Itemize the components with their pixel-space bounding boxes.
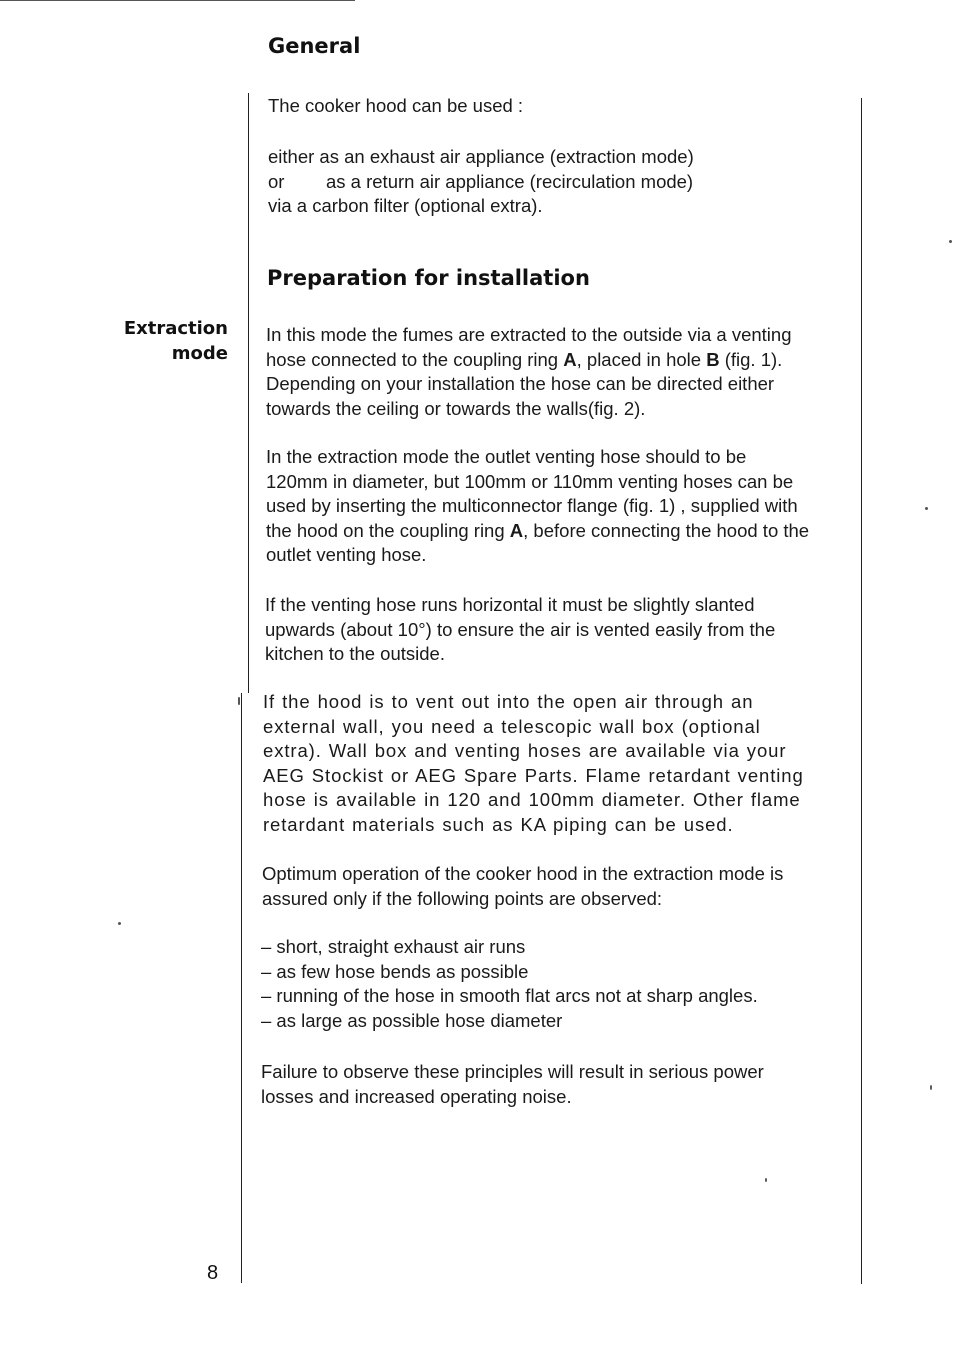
- p1-line: towards the ceiling or towards the walls(fig. 2).: [266, 397, 646, 419]
- p2-line: the hood on the coupling ring A, before connecting the hood to the: [266, 519, 810, 541]
- or-word: or: [268, 170, 285, 192]
- p4-line: hose is available in 120 and 100mm diameter. Other flame: [263, 789, 801, 810]
- list-item: – running of the hose in smooth flat arcs not at sharp angles.: [261, 985, 758, 1006]
- scan-speck: [238, 697, 240, 705]
- p4-line: extra). Wall box and venting hoses are available via your: [263, 740, 787, 761]
- scan-speck: [765, 1178, 767, 1182]
- heading-preparation: Preparation for installation: [267, 266, 590, 290]
- observation-points-list: [261, 935, 758, 1033]
- p6-line: losses and increased operating noise.: [261, 1085, 572, 1107]
- side-label-line2: mode: [171, 343, 228, 364]
- p1-line: Depending on your installation the hose can be directed either: [266, 373, 775, 394]
- p2-line: outlet venting hose.: [266, 544, 427, 565]
- p2-line: used by inserting the multiconnector flange (fig. 1) , supplied with: [266, 495, 798, 516]
- p4-line: If the hood is to vent out into the open air through an: [263, 691, 754, 712]
- scan-speck: [949, 240, 952, 243]
- extraction-paragraph-6: [261, 1060, 836, 1109]
- general-options: [268, 145, 694, 219]
- side-label-line1: Extraction: [123, 318, 228, 339]
- p3-line: upwards (about 10°) to ensure the air is vented easily from the: [265, 618, 776, 640]
- general-intro: The cooker hood can be used :: [268, 95, 524, 116]
- option2-text: as a return air appliance (recirculation mode): [326, 170, 694, 192]
- list-item: – as few hose bends as possible: [261, 960, 529, 982]
- p4-line: external wall, you need a telescopic wall box (optional: [263, 715, 761, 737]
- extraction-paragraph-3: [265, 593, 839, 667]
- p3-line: If the venting hose runs horizontal it must be slightly slanted: [265, 594, 755, 615]
- heading-general: General: [268, 34, 361, 58]
- p4-line: retardant materials such as KA piping can be used.: [263, 813, 734, 835]
- left-margin-rule-lower: [241, 693, 242, 1283]
- p4-line: AEG Stockist or AEG Spare Parts. Flame retardant venting: [263, 764, 804, 786]
- p2-line: 120mm in diameter, but 100mm or 110mm venting hoses can be: [266, 470, 794, 492]
- right-margin-rule: [861, 98, 862, 1284]
- p1-line: In this mode the fumes are extracted to the outside via a venting: [266, 324, 792, 345]
- general-option-recirculation: [268, 170, 694, 195]
- side-label-extraction-mode: [124, 316, 228, 366]
- page-number: 8: [207, 1262, 219, 1284]
- scan-speck: [930, 1085, 932, 1090]
- p6-line: Failure to observe these principles will result in serious power: [261, 1061, 764, 1082]
- top-rule: [0, 0, 355, 1]
- general-option-carbon-filter: via a carbon filter (optional extra).: [268, 195, 543, 216]
- p5-line: assured only if the following points are observed:: [262, 887, 663, 909]
- p1-line: hose connected to the coupling ring A, placed in hole B (fig. 1).: [266, 348, 783, 370]
- general-option-exhaust: either as an exhaust air appliance (extraction mode): [268, 146, 694, 167]
- scan-speck: [925, 507, 928, 510]
- extraction-paragraph-1: [266, 323, 840, 421]
- scan-speck: [118, 922, 121, 925]
- left-margin-rule-upper: [248, 93, 249, 693]
- list-item: – short, straight exhaust air runs: [261, 936, 526, 957]
- extraction-paragraph-5: [262, 862, 837, 911]
- extraction-paragraph-4: [263, 690, 839, 837]
- list-item: – as large as possible hose diameter: [261, 1009, 563, 1031]
- p5-line: Optimum operation of the cooker hood in the extraction mode is: [262, 863, 784, 884]
- extraction-paragraph-2: [266, 445, 840, 568]
- p2-line: In the extraction mode the outlet venting hose should to be: [266, 446, 747, 467]
- p3-line: kitchen to the outside.: [265, 643, 445, 664]
